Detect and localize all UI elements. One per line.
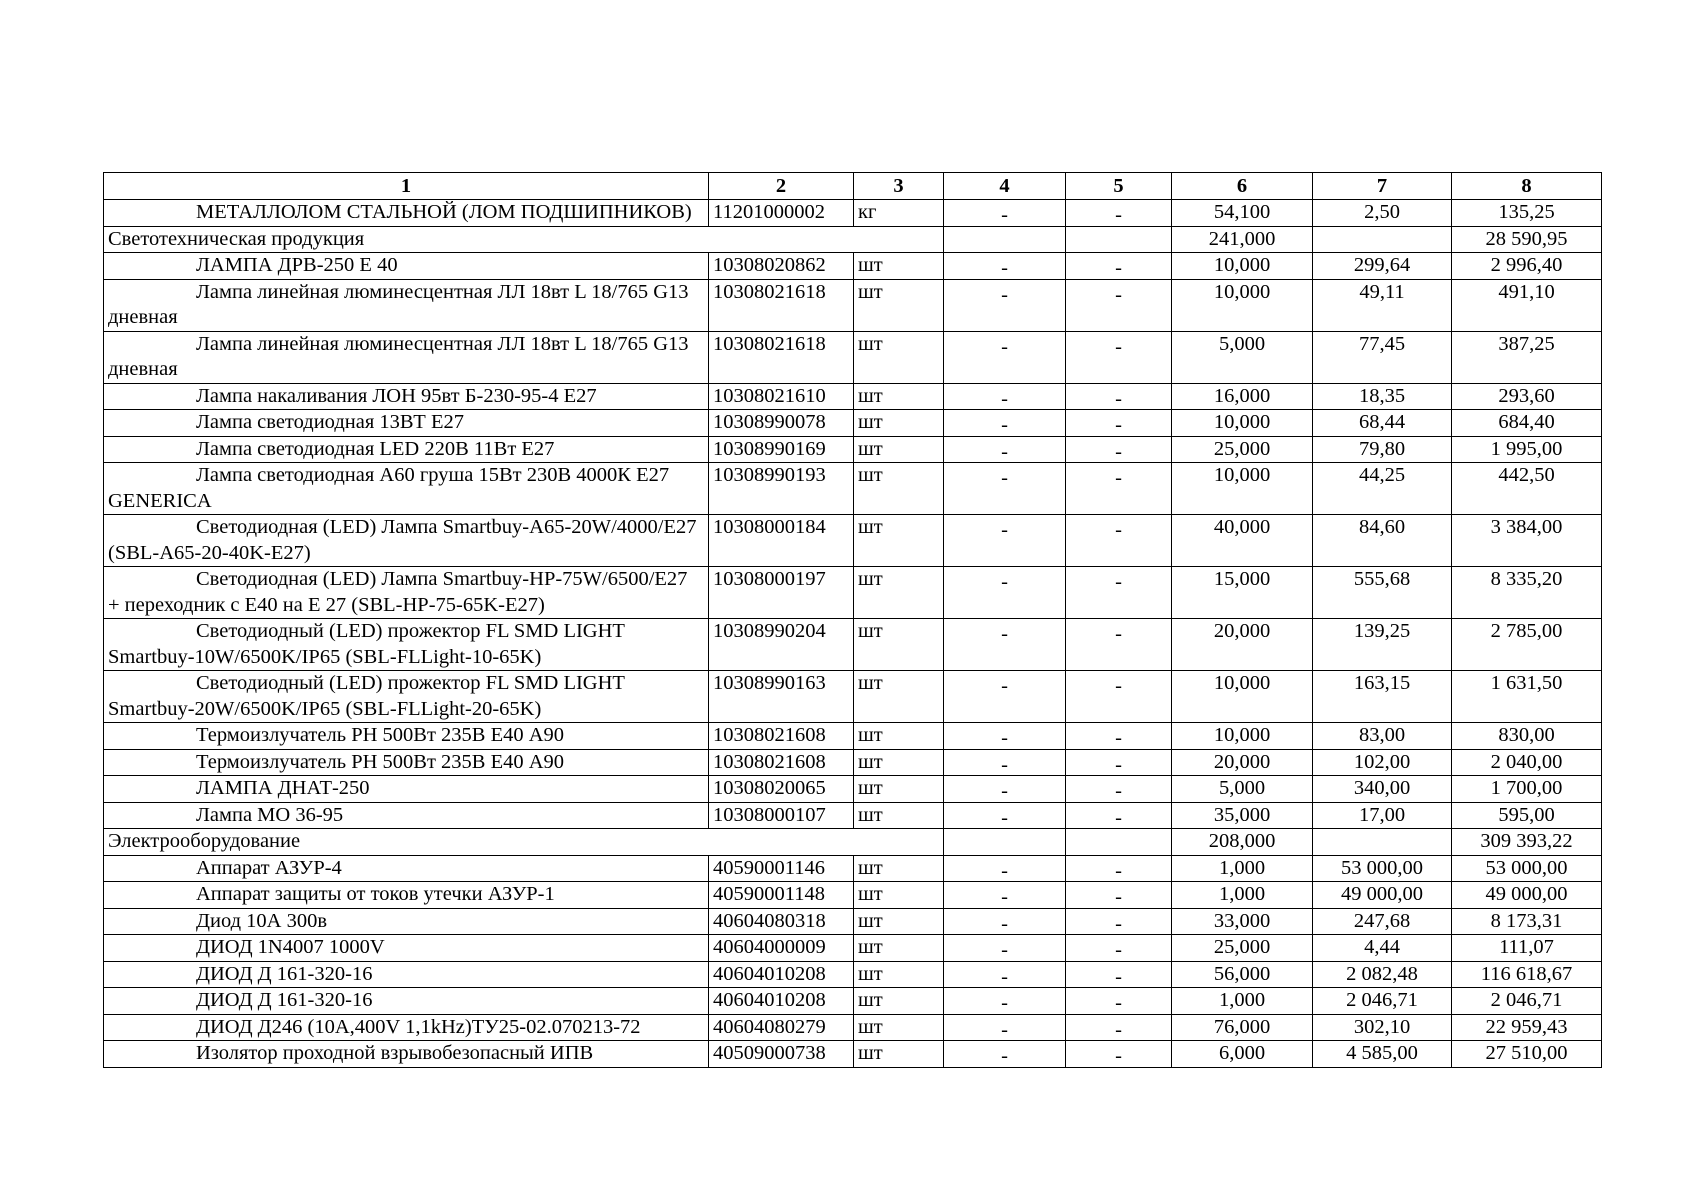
group-name: Светотехническая продукция (104, 226, 944, 253)
item-code: 40590001146 (709, 855, 854, 882)
item-quantity: 35,000 (1172, 802, 1313, 829)
item-name: Лампа светодиодная А60 груша 15Вт 230В 4000К Е27 GENERICA (104, 463, 709, 515)
item-unit: шт (854, 331, 944, 383)
item-sum: 2 785,00 (1452, 619, 1602, 671)
dash-mark: - (1001, 780, 1008, 802)
item-sum: 8 173,31 (1452, 908, 1602, 935)
inventory-table (103, 172, 1602, 1068)
column-4-cell (944, 988, 1066, 1015)
dash-mark: - (1115, 780, 1122, 802)
item-quantity: 33,000 (1172, 908, 1313, 935)
column-header: 5 (1066, 173, 1172, 200)
dash-mark: - (1001, 912, 1008, 935)
column-header: 8 (1452, 173, 1602, 200)
dash-mark: - (1001, 806, 1008, 829)
item-unit: шт (854, 749, 944, 776)
dash-mark: - (1001, 335, 1008, 358)
table-row (104, 383, 1602, 410)
item-sum: 1 631,50 (1452, 671, 1602, 723)
dash-mark: - (1115, 886, 1122, 908)
column-4-cell (944, 1041, 1066, 1068)
column-header: 3 (854, 173, 944, 200)
dash-mark: - (1001, 753, 1008, 776)
group-sum: 309 393,22 (1452, 829, 1602, 856)
item-quantity: 16,000 (1172, 383, 1313, 410)
item-name: Лампа МО 36-95 (104, 802, 709, 829)
item-price: 247,68 (1313, 908, 1452, 935)
item-code: 10308021608 (709, 723, 854, 750)
table-row (104, 1014, 1602, 1041)
item-code: 10308990163 (709, 671, 854, 723)
item-code: 11201000002 (709, 200, 854, 227)
column-4-cell (944, 383, 1066, 410)
item-sum: 491,10 (1452, 279, 1602, 331)
column-5-cell (1066, 1041, 1172, 1068)
item-quantity: 5,000 (1172, 776, 1313, 803)
dash-mark: - (1115, 859, 1122, 882)
item-quantity: 15,000 (1172, 567, 1313, 619)
dash-mark: - (1115, 335, 1122, 358)
column-4-cell (944, 908, 1066, 935)
dash-mark: - (1001, 257, 1008, 279)
item-quantity: 1,000 (1172, 855, 1313, 882)
table-row (104, 802, 1602, 829)
group-quantity: 241,000 (1172, 226, 1313, 253)
item-sum: 135,25 (1452, 200, 1602, 227)
item-unit: шт (854, 279, 944, 331)
item-sum: 27 510,00 (1452, 1041, 1602, 1068)
table-row (104, 436, 1602, 463)
item-sum: 2 996,40 (1452, 253, 1602, 280)
empty-cell (1066, 829, 1172, 856)
dash-mark: - (1001, 859, 1008, 882)
table-row (104, 567, 1602, 619)
item-unit: шт (854, 988, 944, 1015)
item-name: Аппарат защиты от токов утечки АЗУР-1 (104, 882, 709, 909)
item-quantity: 10,000 (1172, 253, 1313, 280)
item-price: 18,35 (1313, 383, 1452, 410)
table-row (104, 908, 1602, 935)
item-price: 340,00 (1313, 776, 1452, 803)
column-5-cell (1066, 200, 1172, 227)
column-4-cell (944, 1014, 1066, 1041)
item-unit: шт (854, 383, 944, 410)
table-row (104, 776, 1602, 803)
table-row (104, 279, 1602, 331)
item-unit: шт (854, 855, 944, 882)
dash-mark: - (1115, 283, 1122, 306)
item-sum: 1 995,00 (1452, 436, 1602, 463)
item-price: 49,11 (1313, 279, 1452, 331)
item-quantity: 10,000 (1172, 279, 1313, 331)
item-name: ДИОД Д 161-320-16 (104, 961, 709, 988)
column-5-cell (1066, 723, 1172, 750)
group-row (104, 829, 1602, 856)
table-row (104, 463, 1602, 515)
item-price: 102,00 (1313, 749, 1452, 776)
item-price: 2,50 (1313, 200, 1452, 227)
item-sum: 1 700,00 (1452, 776, 1602, 803)
item-unit: шт (854, 463, 944, 515)
item-price: 302,10 (1313, 1014, 1452, 1041)
item-sum: 116 618,67 (1452, 961, 1602, 988)
item-unit: шт (854, 567, 944, 619)
item-name: Лампа светодиодная 13ВТ Е27 (104, 410, 709, 437)
item-price: 79,80 (1313, 436, 1452, 463)
column-5-cell (1066, 882, 1172, 909)
column-5-cell (1066, 776, 1172, 803)
item-sum: 2 046,71 (1452, 988, 1602, 1015)
item-price: 84,60 (1313, 515, 1452, 567)
dash-mark: - (1001, 965, 1008, 988)
item-price: 4 585,00 (1313, 1041, 1452, 1068)
item-code: 40509000738 (709, 1041, 854, 1068)
column-4-cell (944, 279, 1066, 331)
item-sum: 293,60 (1452, 383, 1602, 410)
item-price: 77,45 (1313, 331, 1452, 383)
item-name: Термоизлучатель РН 500Вт 235В Е40 А90 (104, 723, 709, 750)
group-quantity: 208,000 (1172, 829, 1313, 856)
dash-mark: - (1001, 727, 1008, 749)
dash-mark: - (1115, 467, 1122, 489)
table-body (104, 200, 1602, 1068)
item-code: 10308000107 (709, 802, 854, 829)
column-5-cell (1066, 961, 1172, 988)
column-5-cell (1066, 749, 1172, 776)
dash-mark: - (1001, 467, 1008, 489)
item-code: 10308990078 (709, 410, 854, 437)
item-sum: 8 335,20 (1452, 567, 1602, 619)
item-code: 10308990169 (709, 436, 854, 463)
dash-mark: - (1001, 992, 1008, 1014)
item-unit: шт (854, 776, 944, 803)
column-5-cell (1066, 855, 1172, 882)
dash-mark: - (1115, 675, 1122, 697)
table-row (104, 723, 1602, 750)
item-quantity: 10,000 (1172, 671, 1313, 723)
table-row (104, 410, 1602, 437)
column-4-cell (944, 776, 1066, 803)
item-quantity: 25,000 (1172, 935, 1313, 962)
column-5-cell (1066, 619, 1172, 671)
column-4-cell (944, 200, 1066, 227)
item-sum: 684,40 (1452, 410, 1602, 437)
column-5-cell (1066, 463, 1172, 515)
column-4-cell (944, 802, 1066, 829)
dash-mark: - (1001, 1045, 1008, 1067)
table-row (104, 619, 1602, 671)
column-4-cell (944, 855, 1066, 882)
item-price: 4,44 (1313, 935, 1452, 962)
item-code: 10308021618 (709, 331, 854, 383)
item-code: 40590001148 (709, 882, 854, 909)
item-unit: шт (854, 935, 944, 962)
item-unit: шт (854, 253, 944, 280)
item-unit: шт (854, 436, 944, 463)
item-code: 10308020862 (709, 253, 854, 280)
empty-cell (1066, 226, 1172, 253)
dash-mark: - (1115, 204, 1122, 226)
column-4-cell (944, 410, 1066, 437)
column-5-cell (1066, 515, 1172, 567)
column-header: 4 (944, 173, 1066, 200)
column-5-cell (1066, 567, 1172, 619)
item-name: ДИОД Д 161-320-16 (104, 988, 709, 1015)
table-row (104, 749, 1602, 776)
item-quantity: 25,000 (1172, 436, 1313, 463)
item-code: 10308020065 (709, 776, 854, 803)
dash-mark: - (1001, 1018, 1008, 1041)
dash-mark: - (1115, 806, 1122, 829)
column-header: 2 (709, 173, 854, 200)
item-name: Аппарат АЗУР-4 (104, 855, 709, 882)
item-unit: шт (854, 1014, 944, 1041)
dash-mark: - (1115, 440, 1122, 463)
column-header: 6 (1172, 173, 1313, 200)
item-name: Лампа линейная люминесцентная ЛЛ 18вт L 18/765 G13 дневная (104, 279, 709, 331)
table-row (104, 961, 1602, 988)
table-row (104, 855, 1602, 882)
column-4-cell (944, 515, 1066, 567)
item-quantity: 20,000 (1172, 749, 1313, 776)
column-4-cell (944, 671, 1066, 723)
dash-mark: - (1115, 992, 1122, 1014)
item-quantity: 6,000 (1172, 1041, 1313, 1068)
column-4-cell (944, 935, 1066, 962)
item-sum: 3 384,00 (1452, 515, 1602, 567)
item-price: 68,44 (1313, 410, 1452, 437)
column-5-cell (1066, 935, 1172, 962)
column-5-cell (1066, 988, 1172, 1015)
item-quantity: 54,100 (1172, 200, 1313, 227)
dash-mark: - (1115, 965, 1122, 988)
item-sum: 830,00 (1452, 723, 1602, 750)
empty-cell (1313, 226, 1452, 253)
group-row (104, 226, 1602, 253)
item-code: 10308990193 (709, 463, 854, 515)
dash-mark: - (1001, 519, 1008, 541)
column-4-cell (944, 961, 1066, 988)
table-row (104, 1041, 1602, 1068)
item-unit: кг (854, 200, 944, 227)
dash-mark: - (1001, 886, 1008, 908)
table-row (104, 671, 1602, 723)
column-header: 7 (1313, 173, 1452, 200)
item-price: 555,68 (1313, 567, 1452, 619)
dash-mark: - (1115, 414, 1122, 436)
item-quantity: 5,000 (1172, 331, 1313, 383)
column-5-cell (1066, 383, 1172, 410)
item-name: Диод 10А 300в (104, 908, 709, 935)
item-name: ДИОД Д246 (10А,400V 1,1kHz)ТУ25-02.070213-72 (104, 1014, 709, 1041)
column-5-cell (1066, 331, 1172, 383)
item-unit: шт (854, 619, 944, 671)
column-4-cell (944, 253, 1066, 280)
item-code: 10308000184 (709, 515, 854, 567)
header-row (104, 173, 1602, 200)
column-4-cell (944, 619, 1066, 671)
item-name: Лампа линейная люминесцентная ЛЛ 18вт L 18/765 G13 дневная (104, 331, 709, 383)
item-code: 40604080318 (709, 908, 854, 935)
item-price: 83,00 (1313, 723, 1452, 750)
item-sum: 53 000,00 (1452, 855, 1602, 882)
dash-mark: - (1001, 204, 1008, 226)
item-code: 10308021618 (709, 279, 854, 331)
column-5-cell (1066, 279, 1172, 331)
dash-mark: - (1001, 571, 1008, 593)
dash-mark: - (1001, 675, 1008, 697)
item-sum: 442,50 (1452, 463, 1602, 515)
item-quantity: 20,000 (1172, 619, 1313, 671)
dash-mark: - (1001, 387, 1008, 410)
item-quantity: 1,000 (1172, 988, 1313, 1015)
column-5-cell (1066, 802, 1172, 829)
item-unit: шт (854, 908, 944, 935)
dash-mark: - (1115, 727, 1122, 749)
item-sum: 49 000,00 (1452, 882, 1602, 909)
item-code: 10308021610 (709, 383, 854, 410)
item-unit: шт (854, 515, 944, 567)
table-row (104, 935, 1602, 962)
column-4-cell (944, 723, 1066, 750)
dash-mark: - (1001, 440, 1008, 463)
item-name: Лампа светодиодная LED 220В 11Вт Е27 (104, 436, 709, 463)
group-sum: 28 590,95 (1452, 226, 1602, 253)
item-code: 10308021608 (709, 749, 854, 776)
item-price: 163,15 (1313, 671, 1452, 723)
item-name: МЕТАЛЛОЛОМ СТАЛЬНОЙ (ЛОМ ПОДШИПНИКОВ) (104, 200, 709, 227)
item-name: ДИОД 1N4007 1000V (104, 935, 709, 962)
item-name: Светодиодная (LED) Лампа Smartbuy-HP-75W/6500/E27 + переходник с Е40 на Е 27 (SBL-HP-75-65K-E27) (104, 567, 709, 619)
item-sum: 111,07 (1452, 935, 1602, 962)
table-row (104, 200, 1602, 227)
dash-mark: - (1115, 519, 1122, 541)
item-name: Светодиодная (LED) Лампа Smartbuy-A65-20W/4000/E27 (SBL-A65-20-40K-E27) (104, 515, 709, 567)
column-4-cell (944, 463, 1066, 515)
item-quantity: 76,000 (1172, 1014, 1313, 1041)
item-code: 10308990204 (709, 619, 854, 671)
item-code: 40604010208 (709, 961, 854, 988)
dash-mark: - (1115, 623, 1122, 645)
item-name: Термоизлучатель РН 500Вт 235В Е40 А90 (104, 749, 709, 776)
item-name: Лампа накаливания ЛОН 95вт Б-230-95-4 Е27 (104, 383, 709, 410)
dash-mark: - (1001, 283, 1008, 306)
item-price: 2 046,71 (1313, 988, 1452, 1015)
column-header: 1 (104, 173, 709, 200)
item-unit: шт (854, 961, 944, 988)
column-4-cell (944, 331, 1066, 383)
table-row (104, 253, 1602, 280)
dash-mark: - (1115, 912, 1122, 935)
column-5-cell (1066, 1014, 1172, 1041)
item-price: 139,25 (1313, 619, 1452, 671)
item-quantity: 1,000 (1172, 882, 1313, 909)
empty-cell (1313, 829, 1452, 856)
item-code: 10308000197 (709, 567, 854, 619)
item-sum: 22 959,43 (1452, 1014, 1602, 1041)
column-4-cell (944, 436, 1066, 463)
item-unit: шт (854, 802, 944, 829)
item-price: 44,25 (1313, 463, 1452, 515)
table-row (104, 331, 1602, 383)
item-quantity: 10,000 (1172, 463, 1313, 515)
item-name: ЛАМПА ДНАТ-250 (104, 776, 709, 803)
item-price: 17,00 (1313, 802, 1452, 829)
table-row (104, 882, 1602, 909)
item-quantity: 10,000 (1172, 410, 1313, 437)
column-4-cell (944, 567, 1066, 619)
dash-mark: - (1115, 571, 1122, 593)
item-name: Изолятор проходной взрывобезопасный ИПВ (104, 1041, 709, 1068)
column-4-cell (944, 749, 1066, 776)
table-row (104, 515, 1602, 567)
dash-mark: - (1115, 1018, 1122, 1041)
dash-mark: - (1115, 257, 1122, 279)
item-code: 40604000009 (709, 935, 854, 962)
item-price: 53 000,00 (1313, 855, 1452, 882)
dash-mark: - (1001, 414, 1008, 436)
empty-cell (944, 226, 1066, 253)
column-5-cell (1066, 410, 1172, 437)
item-quantity: 10,000 (1172, 723, 1313, 750)
table-row (104, 988, 1602, 1015)
column-5-cell (1066, 436, 1172, 463)
item-unit: шт (854, 671, 944, 723)
column-5-cell (1066, 671, 1172, 723)
item-price: 2 082,48 (1313, 961, 1452, 988)
empty-cell (944, 829, 1066, 856)
item-code: 40604010208 (709, 988, 854, 1015)
item-price: 49 000,00 (1313, 882, 1452, 909)
item-quantity: 40,000 (1172, 515, 1313, 567)
item-price: 299,64 (1313, 253, 1452, 280)
dash-mark: - (1115, 939, 1122, 961)
item-sum: 387,25 (1452, 331, 1602, 383)
item-sum: 2 040,00 (1452, 749, 1602, 776)
item-unit: шт (854, 1041, 944, 1068)
column-5-cell (1066, 908, 1172, 935)
item-name: ЛАМПА ДРВ-250 Е 40 (104, 253, 709, 280)
dash-mark: - (1115, 753, 1122, 776)
item-unit: шт (854, 723, 944, 750)
item-sum: 595,00 (1452, 802, 1602, 829)
column-4-cell (944, 882, 1066, 909)
item-name: Светодиодный (LED) прожектор FL SMD LIGHT Smartbuy-20W/6500K/IP65 (SBL-FLLight-20-65K) (104, 671, 709, 723)
item-name: Светодиодный (LED) прожектор FL SMD LIGHT Smartbuy-10W/6500K/IP65 (SBL-FLLight-10-65K) (104, 619, 709, 671)
item-quantity: 56,000 (1172, 961, 1313, 988)
dash-mark: - (1115, 1045, 1122, 1067)
dash-mark: - (1115, 387, 1122, 410)
dash-mark: - (1001, 623, 1008, 645)
column-5-cell (1066, 253, 1172, 280)
item-unit: шт (854, 410, 944, 437)
dash-mark: - (1001, 939, 1008, 961)
item-unit: шт (854, 882, 944, 909)
group-name: Электрооборудование (104, 829, 944, 856)
item-code: 40604080279 (709, 1014, 854, 1041)
